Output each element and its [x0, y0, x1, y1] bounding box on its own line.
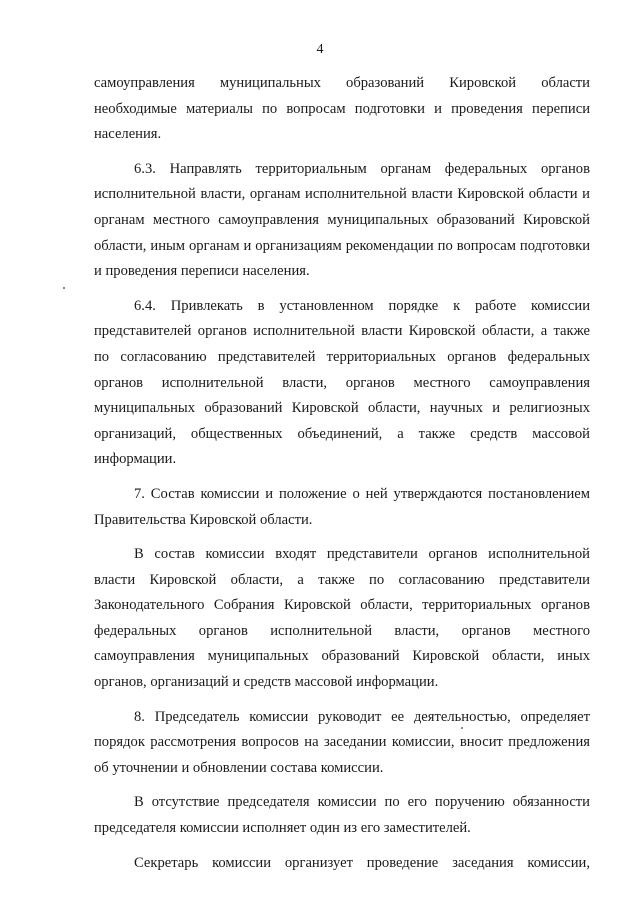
paragraph-continuation: самоуправления муниципальных образований Кировской области необходимые материалы по вопросам подготовки и проведения переписи населения. — [94, 75, 590, 143]
paragraph-8-absence: В отсутствие председателя комиссии по его поручению обязанности председателя комиссии исполняет один из его заместителей. — [94, 794, 590, 837]
page-number: 4 — [316, 42, 324, 57]
document-body — [94, 71, 590, 885]
paragraph-7-composition: В состав комиссии входят представители органов исполнительной власти Кировской области, а также по согласованию представители Законодательного Собрания Кировской области, территориальных органов федеральных органов исполнительной власти, органов местного самоуправления муниципальных образований Кировской области, иных органов, организаций и средств массовой информации. — [94, 546, 590, 691]
scan-speck — [461, 727, 463, 729]
paragraph-7: 7. Состав комиссии и положение о ней утверждаются постановлением Правительства Кировской области. — [94, 485, 590, 528]
paragraph-8-secretary: Секретарь комиссии организует проведение заседания комиссии, — [134, 854, 590, 871]
scan-speck — [63, 287, 65, 289]
paragraph-6-4: 6.4. Привлекать в установленном порядке к работе комиссии представителей органов исполнительной власти Кировской области, а также по согласованию представителей территориальных органов федеральных органов исполнительной власти, органов местного самоуправления муниципальных образований Кировской области, научных и религиозных организаций, общественных объединений, а также средств массовой информации. — [94, 297, 590, 468]
paragraph-8: 8. Председатель комиссии руководит ее деятельностью, определяет порядок рассмотрения вопросов на заседании комиссии, вносит предложения об уточнении и обновлении состава комиссии. — [94, 708, 590, 776]
paragraph-6-3: 6.3. Направлять территориальным органам федеральных органов исполнительной власти, органам исполнительной власти Кировской области и органам местного самоуправления муниципальных образований Кировской области, иным органам и организациям рекомендации по вопросам подготовки и проведения переписи населения. — [94, 160, 590, 280]
